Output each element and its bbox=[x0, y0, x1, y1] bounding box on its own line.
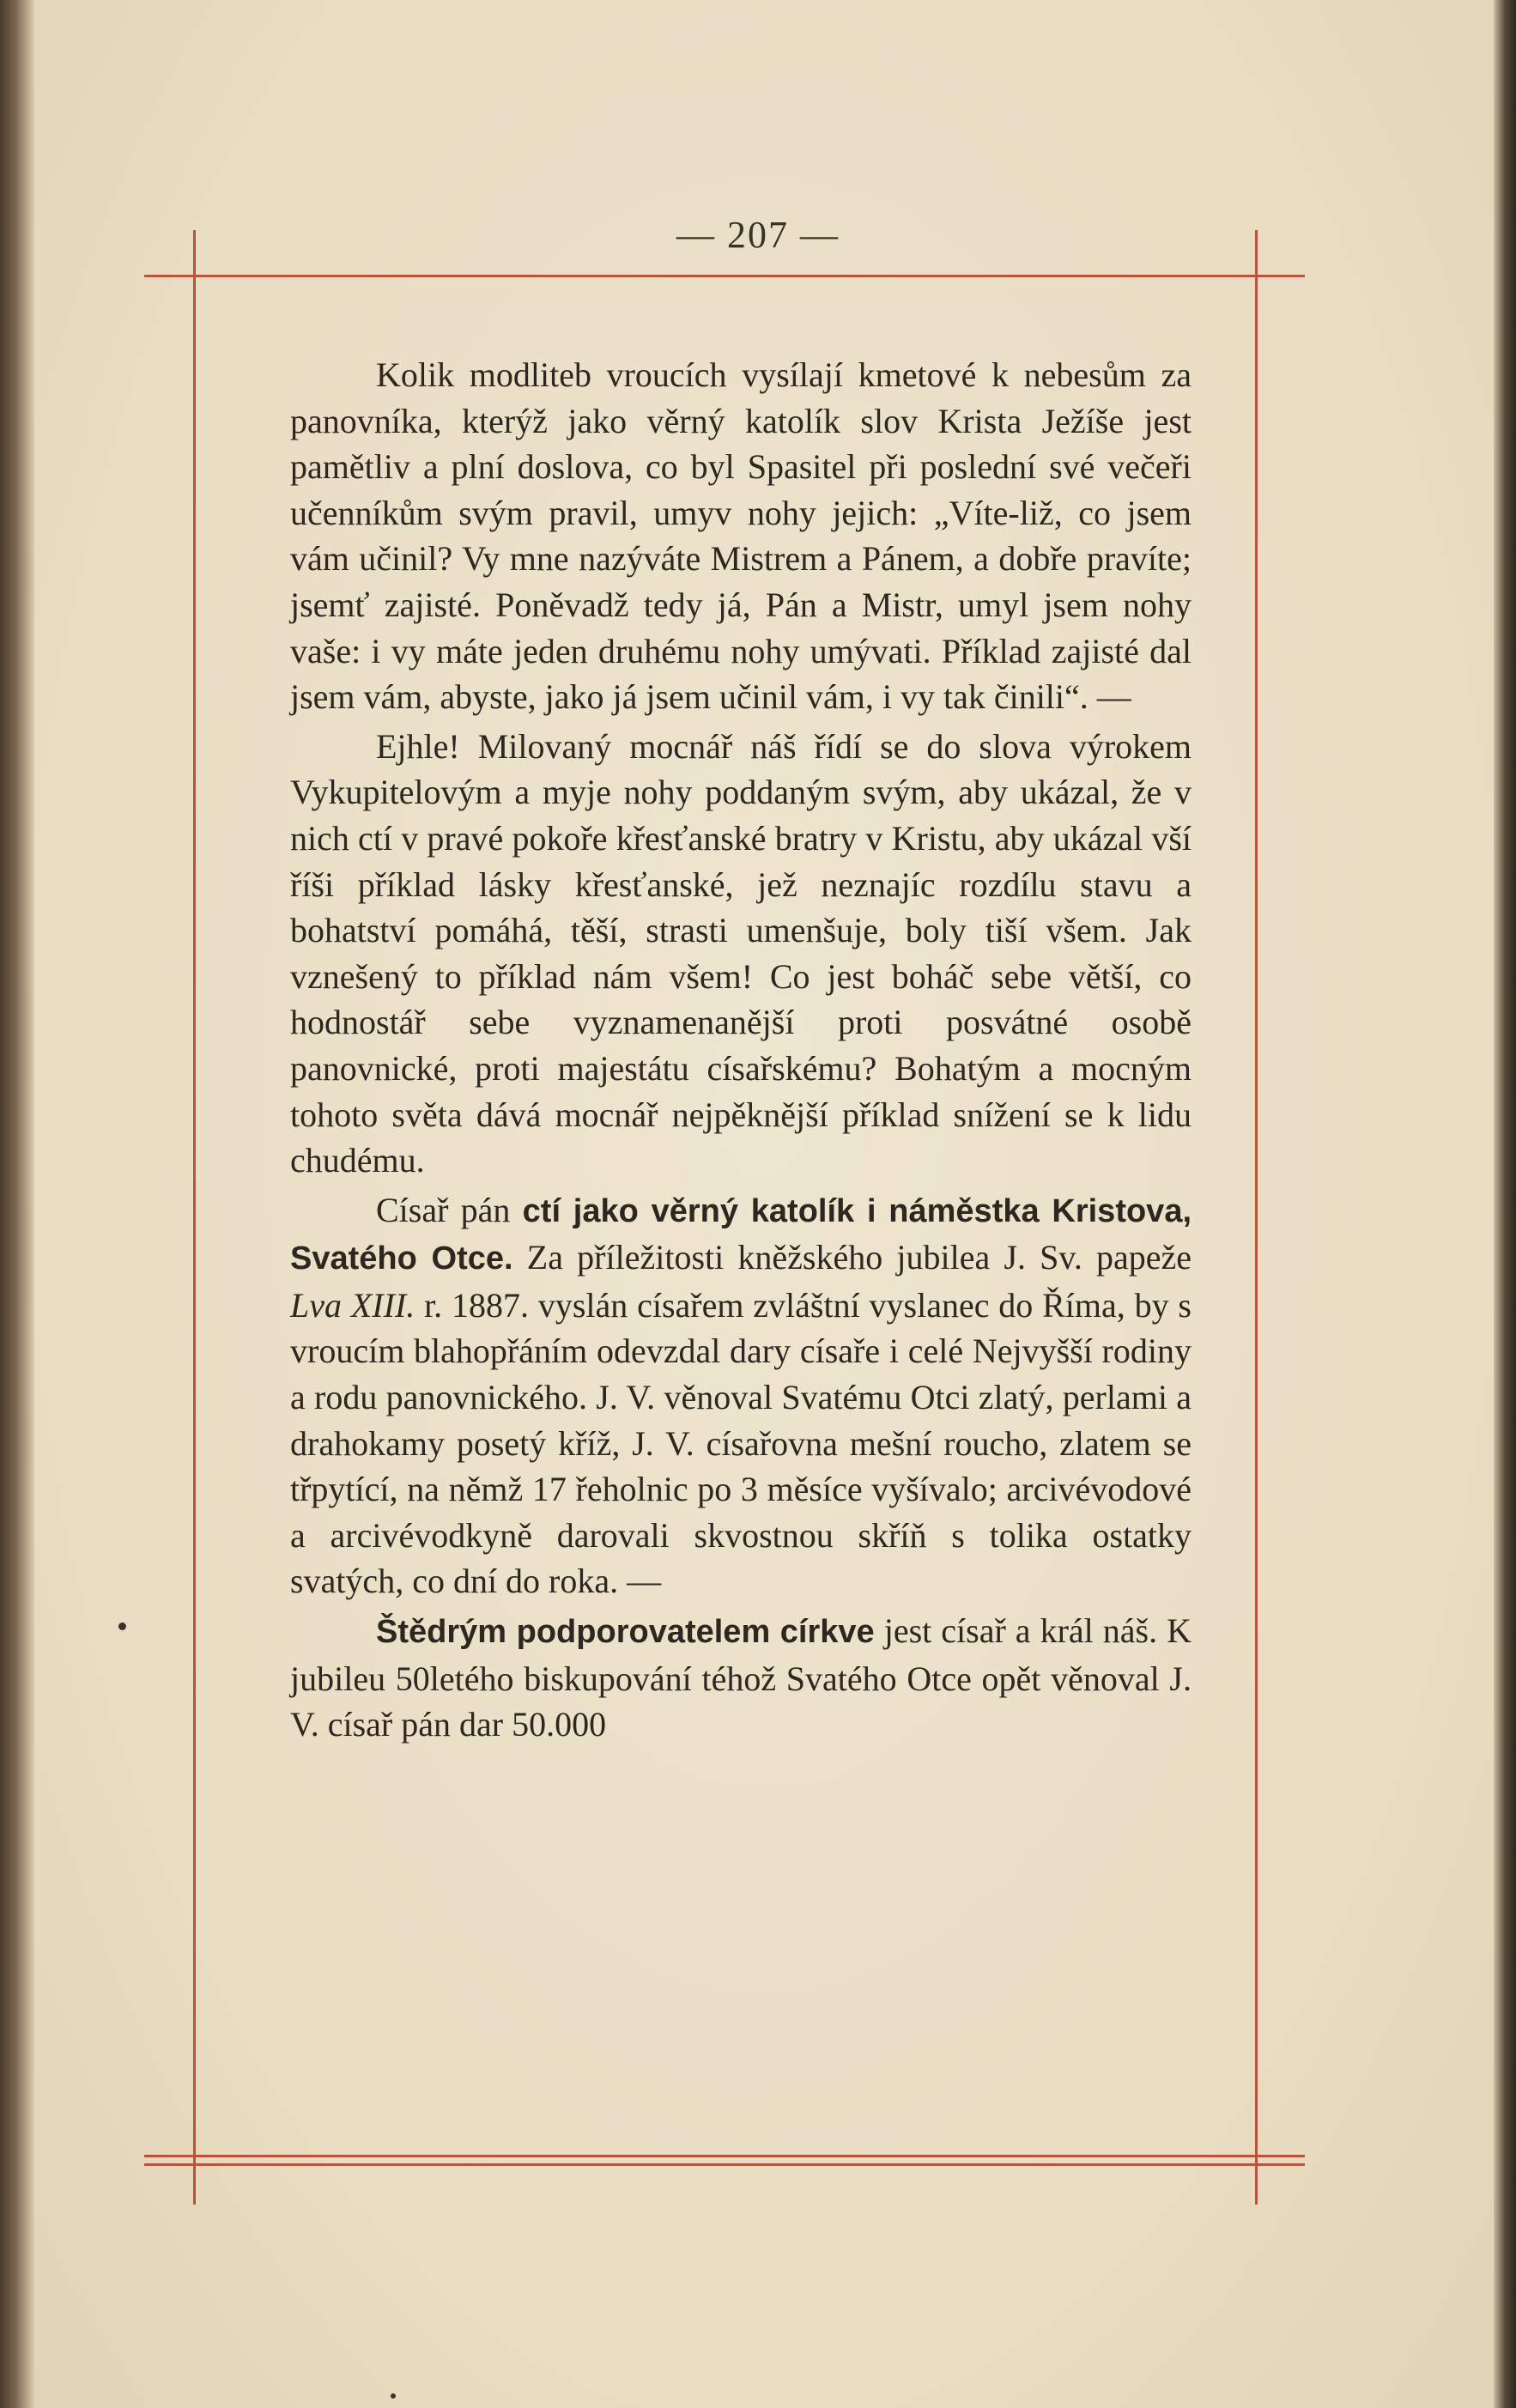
frame-bottom-rule bbox=[144, 2155, 1305, 2157]
page-number: — 207 — bbox=[676, 214, 840, 256]
frame-right-rule bbox=[1255, 230, 1258, 2205]
paragraph-4 bbox=[290, 1608, 1192, 1748]
frame-top-rule bbox=[144, 275, 1305, 277]
paragraph-3-bold: ctí jako věrný katolík i náměstka Kristova, Svatého Otce. bbox=[290, 1192, 1192, 1277]
paragraph-4-bold: Štědrým podporovatelem církve bbox=[376, 1614, 875, 1651]
ink-speck-1 bbox=[118, 1623, 126, 1630]
frame-left-rule bbox=[193, 230, 196, 2205]
book-binding-left bbox=[0, 0, 34, 2408]
paragraph-3 bbox=[290, 1187, 1192, 1604]
paragraph-2: Ejhle! Milovaný mocnář náš řídí se do slova výrokem Vykupitelovým a myje nohy poddaným svým, aby ukázal, že v nich ctí v pravé pokoře křesťanské bratry v Kristu, aby ukázal vší říši příklad lásky křesťanské, jež neznajíc rozdílu stavu a bohatství pomáhá, těší, strasti umenšuje, boly tiší všem. Jak vznešený to příklad nám všem! Co jest boháč sebe větší, co hodnostář sebe vyznamenanější proti posvátné osobě panovnické, proti majestátu císařskému? Bohatým a mocným tohoto světa dává mocnář nejpěknější příklad snížení se k lidu chudému. bbox=[290, 726, 1192, 1180]
paragraph-3-start: Císař pán bbox=[376, 1190, 511, 1229]
paragraph-4-end: jest císař a král náš. K jubileu 50letého biskupování téhož Svatého Otce opět věnoval J. V. císař pán dar 50.000 bbox=[290, 1611, 1192, 1744]
paragraph-3-mid: Za příležitosti kněžského jubilea J. Sv. papeže bbox=[526, 1238, 1192, 1277]
paragraph-3-italic: Lva XIII. bbox=[290, 1285, 415, 1325]
paragraph-3-end: r. 1887. vyslán císařem zvláštní vyslanec do Říma, by s vroucím blahopřáním odevzdal dary císaře i celé Nejvyšší rodiny a rodu panovnického. J. V. věnoval Svatému Otci zlatý, perlami a drahokamy posetý kříž, J. V. císařovna mešní roucho, zlatem se třpytící, na němž 17 řeholnic po 3 měsíce vyšívalo; arcivévodové a arcivévodkyně darovali skvostnou skříň s tolika ostatky svatých, co dní do roka. — bbox=[290, 1285, 1192, 1601]
paragraph-1: Kolik modliteb vroucích vysílají kmetové k nebesům za panovníka, kterýž jako věrný katolík slov Krista Ježíše jest pamětliv a plní doslova, co byl Spasitel při poslední své večeři učenníkům svým pravil, umyv nohy jejich: „Víte-liž, co jsem vám učinil? Vy mne nazýváte Mistrem a Pánem, a dobře pravíte; jsemť zajisté. Poněvadž tedy já, Pán a Mistr, umyl jsem nohy vaše: i vy máte jeden druhému nohy umývati. Příklad zajisté dal jsem vám, abyste, jako já jsem učinil vám, i vy tak činili“. — bbox=[290, 355, 1192, 717]
ink-speck-2 bbox=[391, 2393, 396, 2399]
frame-bottom-rule-2 bbox=[144, 2163, 1305, 2166]
book-binding-right bbox=[1494, 0, 1516, 2408]
body-text bbox=[290, 352, 1192, 1748]
